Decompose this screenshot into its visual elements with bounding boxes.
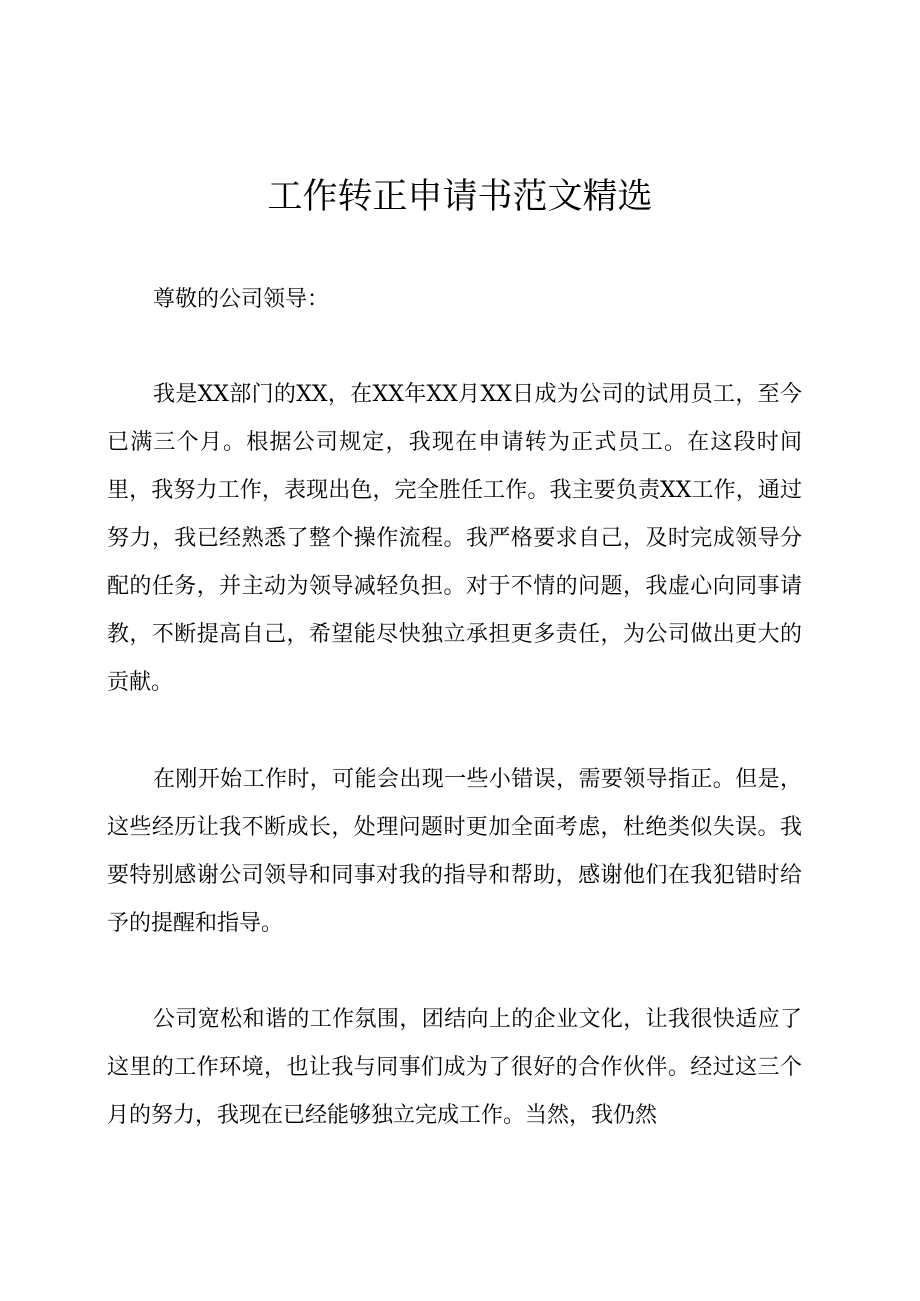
paragraph-2: 在刚开始工作时，可能会出现一些小错误，需要领导指正。但是，这些经历让我不断成长，处理问题时更加全面考虑，杜绝类似失误。我要特别感谢公司领导和同事对我的指导和帮助，感谢他们在我犯错时给予的提醒和指导。 [107,767,802,936]
paragraph-1: 我是XX部门的XX，在XX年XX月XX日成为公司的试用员工，至今已满三个月。根据公司规定，我现在申请转为正式员工。在这段时间里，我努力工作，表现出色，完全胜任工作。我主要负责XX工作，通过努力，我已经熟悉了整个操作流程。我严格要求自己，及时完成领导分配的任务，并主动为领导减轻负担。对于不情的问题，我虚心向同事请教，不断提高自己，希望能尽快独立承担更多责任，为公司做出更大的贡献。 [107,382,802,695]
paragraph-3: 公司宽松和谐的工作氛围，团结向上的企业文化，让我很快适应了这里的工作环境，也让我与同事们成为了很好的合作伙伴。经过这三个月的努力，我现在已经能够独立完成工作。当然，我仍然 [107,1007,802,1128]
document-title: 工作转正申请书范文精选 [267,177,653,217]
salutation: 尊敬的公司领导： [153,287,330,312]
